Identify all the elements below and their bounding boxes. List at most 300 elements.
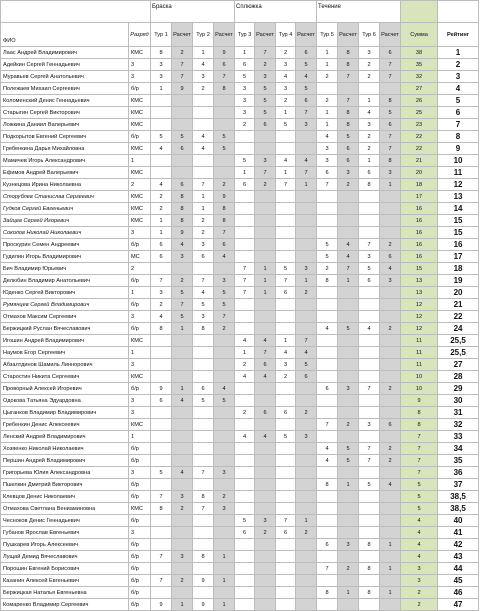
cell-reiting: 19 [438,275,479,287]
cell-tur4: 7 [276,515,296,527]
cell-tur2 [193,515,214,527]
cell-raschet2 [214,359,235,371]
cell-raschet2: 7 [214,71,235,83]
cell-fio: Делюбин Владимир Анатольевич [1,275,129,287]
table-row [1,395,479,407]
cell-fio: Ефимов Андрей Валерьевич [1,167,129,179]
cell-raschet3: 7 [255,167,276,179]
cell-tur4 [276,467,296,479]
cell-raschet1 [172,419,193,431]
cell-tur3 [235,203,255,215]
cell-raschet5 [338,335,359,347]
cell-raschet5 [338,311,359,323]
cell-reiting: 30 [438,395,479,407]
cell-tur1: 9 [151,383,172,395]
cell-reiting: 38,5 [438,503,479,515]
cell-raschet1 [172,479,193,491]
cell-raschet6 [380,191,401,203]
cell-fio: Пушкарев Игорь Алексеевич [1,539,129,551]
cell-fio: Григорьева Юлия Александровна [1,467,129,479]
cell-tur5 [317,347,338,359]
cell-raschet4 [296,503,317,515]
table-row [1,563,479,575]
cell-raschet3 [255,455,276,467]
cell-raschet1 [172,119,193,131]
cell-reiting: 37 [438,479,479,491]
cell-raschet5: 6 [338,143,359,155]
cell-summa: 20 [401,167,438,179]
cell-raschet6 [380,551,401,563]
table-row [1,287,479,299]
cell-raschet3: 2 [255,179,276,191]
cell-tur2: 1 [193,203,214,215]
cell-summa: 21 [401,155,438,167]
cell-fio: Наумов Егор Сергеевич [1,347,129,359]
cell-tur3 [235,419,255,431]
cell-tur6: 2 [359,131,380,143]
cell-tur6 [359,335,380,347]
cell-raschet2: 1 [214,599,235,611]
col-header-tur2: Тур 2 [193,23,214,47]
cell-raschet5: 7 [338,263,359,275]
cell-tur3: 4 [235,371,255,383]
cell-razryad: б/р [129,539,151,551]
cell-raschet5: 1 [338,275,359,287]
cell-raschet4 [296,215,317,227]
cell-razryad: КМС [129,215,151,227]
cell-raschet2 [214,155,235,167]
cell-raschet1: 8 [172,191,193,203]
cell-tur5 [317,599,338,611]
cell-raschet3: 1 [255,263,276,275]
cell-tur2: 8 [193,491,214,503]
table-row [1,191,479,203]
cell-raschet3 [255,299,276,311]
cell-reiting: 12 [438,179,479,191]
cell-fio: Соколов Николай Николаевич [1,227,129,239]
cell-tur3 [235,599,255,611]
cell-fio: Муравьев Сергей Анатольевич [1,71,129,83]
cell-tur3 [235,395,255,407]
cell-raschet3 [255,575,276,587]
cell-summa: 23 [401,119,438,131]
header-blank [129,1,151,23]
cell-tur3: 5 [235,71,255,83]
cell-raschet6 [380,575,401,587]
table-row [1,311,479,323]
cell-raschet4 [296,599,317,611]
cell-tur3: 3 [235,83,255,95]
cell-raschet1: 4 [172,395,193,407]
cell-tur1 [151,479,172,491]
cell-tur4 [276,599,296,611]
cell-raschet4 [296,491,317,503]
cell-raschet2 [214,107,235,119]
cell-raschet1: 3 [172,491,193,503]
cell-raschet2 [214,587,235,599]
cell-tur5: 7 [317,563,338,575]
cell-tur5: 2 [317,95,338,107]
cell-raschet3 [255,587,276,599]
cell-tur5 [317,407,338,419]
cell-raschet2 [214,95,235,107]
cell-tur5: 5 [317,239,338,251]
cell-tur2: 9 [193,575,214,587]
cell-tur2: 5 [193,299,214,311]
cell-raschet4 [296,455,317,467]
cell-tur4: 7 [276,275,296,287]
cell-tur6: 3 [359,251,380,263]
cell-tur4 [276,383,296,395]
cell-summa: 3 [401,575,438,587]
cell-raschet6 [380,83,401,95]
cell-reiting: 27 [438,359,479,371]
cell-summa: 4 [401,515,438,527]
cell-raschet6 [380,287,401,299]
cell-fio: Одокова Татьяна Эдуардовна [1,395,129,407]
cell-raschet4 [296,299,317,311]
cell-tur2: 6 [193,383,214,395]
cell-raschet4: 7 [296,107,317,119]
cell-tur3: 6 [235,527,255,539]
cell-raschet6 [380,227,401,239]
cell-tur5: 6 [317,383,338,395]
cell-tur1: 2 [151,191,172,203]
cell-tur1 [151,539,172,551]
cell-tur1 [151,455,172,467]
cell-reiting: 33 [438,431,479,443]
cell-reiting: 46 [438,587,479,599]
cell-tur4 [276,575,296,587]
cell-reiting: 3 [438,71,479,83]
cell-raschet4 [296,251,317,263]
cell-raschet6: 8 [380,95,401,107]
cell-razryad: КМС [129,107,151,119]
cell-summa: 4 [401,527,438,539]
table-row [1,371,479,383]
cell-tur3 [235,443,255,455]
cell-tur4: 7 [276,179,296,191]
cell-razryad: КМС [129,203,151,215]
cell-tur6 [359,287,380,299]
cell-summa: 16 [401,227,438,239]
cell-raschet2: 9 [214,191,235,203]
cell-tur4: 3 [276,59,296,71]
cell-summa: 11 [401,335,438,347]
cell-raschet3 [255,503,276,515]
header-blank [401,1,438,23]
cell-summa: 11 [401,347,438,359]
cell-summa: 16 [401,215,438,227]
cell-tur1: 7 [151,275,172,287]
cell-tur1: 8 [151,47,172,59]
cell-raschet4 [296,395,317,407]
cell-summa: 17 [401,191,438,203]
cell-raschet6: 6 [380,251,401,263]
cell-tur5: 8 [317,587,338,599]
cell-razryad: 2 [129,263,151,275]
table-row [1,215,479,227]
cell-raschet5 [338,191,359,203]
cell-tur4 [276,203,296,215]
cell-raschet3 [255,311,276,323]
cell-tur2 [193,371,214,383]
cell-tur2 [193,587,214,599]
cell-raschet2: 5 [214,143,235,155]
cell-raschet1: 3 [172,551,193,563]
table-row [1,479,479,491]
cell-raschet2: 8 [214,203,235,215]
cell-raschet5: 3 [338,383,359,395]
col-header-reiting: Рейтинг [438,23,479,47]
cell-raschet6: 4 [380,263,401,275]
cell-raschet5: 7 [338,95,359,107]
cell-tur3: 2 [235,119,255,131]
cell-tur3 [235,311,255,323]
cell-tur4: 2 [276,371,296,383]
cell-tur1: 7 [151,575,172,587]
cell-raschet4: 4 [296,71,317,83]
cell-raschet5 [338,203,359,215]
cell-raschet5: 8 [338,47,359,59]
cell-raschet1 [172,527,193,539]
cell-raschet3: 4 [255,431,276,443]
cell-tur4: 5 [276,431,296,443]
cell-tur1: 2 [151,203,172,215]
cell-reiting: 13 [438,191,479,203]
cell-fio: Першин Андрей Владимирович [1,455,129,467]
cell-raschet4 [296,563,317,575]
cell-tur3 [235,215,255,227]
cell-tur3 [235,503,255,515]
cell-summa: 16 [401,251,438,263]
col-header-razryad: Разряд [129,23,151,47]
cell-raschet1 [172,107,193,119]
cell-razryad: КМС [129,119,151,131]
cell-raschet6 [380,371,401,383]
cell-raschet6 [380,527,401,539]
col-header-summa: Сумма [401,23,438,47]
cell-tur6 [359,599,380,611]
cell-tur6: 4 [359,323,380,335]
cell-fio: Казанин Алексей Евгеньевич [1,575,129,587]
cell-raschet3 [255,323,276,335]
cell-summa: 5 [401,479,438,491]
cell-tur1: 3 [151,71,172,83]
cell-summa: 12 [401,299,438,311]
cell-raschet2 [214,419,235,431]
cell-reiting: 28 [438,371,479,383]
cell-reiting: 31 [438,407,479,419]
cell-raschet1: 1 [172,599,193,611]
cell-raschet5 [338,515,359,527]
cell-raschet2: 4 [214,383,235,395]
cell-tur5 [317,371,338,383]
cell-raschet3 [255,215,276,227]
cell-reiting: 6 [438,107,479,119]
cell-raschet5 [338,599,359,611]
header-blank [1,1,129,23]
cell-tur5: 6 [317,539,338,551]
cell-tur5: 7 [317,179,338,191]
cell-tur1: 6 [151,395,172,407]
cell-raschet2: 6 [214,59,235,71]
cell-tur5: 7 [317,419,338,431]
cell-tur4 [276,215,296,227]
table-row [1,179,479,191]
cell-tur1: 3 [151,59,172,71]
cell-fio: Проворный Алексей Игоревич [1,383,129,395]
cell-razryad: 1 [129,431,151,443]
cell-reiting: 25,5 [438,347,479,359]
cell-tur6 [359,359,380,371]
cell-reiting: 1 [438,47,479,59]
cell-tur2 [193,419,214,431]
cell-razryad: 1 [129,347,151,359]
cell-tur4: 3 [276,359,296,371]
cell-tur4: 3 [276,83,296,95]
cell-tur5 [317,299,338,311]
cell-reiting: 25,5 [438,335,479,347]
cell-raschet2: 4 [214,251,235,263]
cell-summa: 26 [401,95,438,107]
cell-tur5: 1 [317,59,338,71]
group-header-braska: Браска [151,1,235,23]
cell-tur2: 2 [193,215,214,227]
cell-raschet6: 2 [380,239,401,251]
cell-raschet1: 2 [172,575,193,587]
cell-tur2 [193,407,214,419]
cell-raschet1: 2 [172,503,193,515]
cell-raschet1 [172,515,193,527]
cell-reiting: 38,5 [438,491,479,503]
cell-tur4: 4 [276,71,296,83]
cell-fio: Отмахов Максим Сергеевич [1,311,129,323]
cell-tur6: 5 [359,479,380,491]
cell-raschet3 [255,383,276,395]
cell-raschet2 [214,527,235,539]
cell-raschet2 [214,167,235,179]
cell-raschet2: 7 [214,227,235,239]
cell-raschet3: 6 [255,119,276,131]
cell-tur6: 8 [359,179,380,191]
cell-raschet3: 7 [255,347,276,359]
cell-razryad: б/р [129,131,151,143]
cell-summa: 5 [401,503,438,515]
cell-tur2: 5 [193,395,214,407]
table-row [1,275,479,287]
cell-tur2: 7 [193,467,214,479]
cell-tur1 [151,443,172,455]
cell-raschet2 [214,515,235,527]
cell-razryad: 3 [129,227,151,239]
cell-raschet1 [172,455,193,467]
cell-razryad: б/р [129,491,151,503]
cell-raschet4: 5 [296,83,317,95]
cell-summa: 12 [401,311,438,323]
cell-tur4: 6 [276,527,296,539]
cell-raschet4: 6 [296,95,317,107]
table-row [1,47,479,59]
cell-raschet3 [255,419,276,431]
cell-raschet5: 3 [338,167,359,179]
cell-raschet2: 6 [214,239,235,251]
cell-summa: 11 [401,359,438,371]
cell-raschet6: 1 [380,563,401,575]
cell-razryad: б/р [129,575,151,587]
cell-razryad: КМС [129,143,151,155]
cell-fio: Зайцев Сергей Игоревич [1,215,129,227]
cell-summa: 35 [401,59,438,71]
cell-raschet3: 5 [255,107,276,119]
cell-tur2: 1 [193,191,214,203]
cell-tur1: 7 [151,491,172,503]
cell-reiting: 14 [438,203,479,215]
cell-raschet1 [172,347,193,359]
cell-reiting: 41 [438,527,479,539]
cell-fio: Гудков Сергей Евгеньевич [1,203,129,215]
cell-tur1: 4 [151,179,172,191]
cell-tur3 [235,575,255,587]
cell-tur4 [276,311,296,323]
table-row [1,203,479,215]
cell-fio: Чесноков Денис Геннадьевич [1,515,129,527]
cell-tur1 [151,167,172,179]
cell-fio: Игошин Андрей Владимирович [1,335,129,347]
cell-tur4 [276,443,296,455]
cell-tur2: 3 [193,311,214,323]
cell-tur1: 1 [151,215,172,227]
cell-tur6 [359,551,380,563]
table-row [1,431,479,443]
cell-raschet4 [296,443,317,455]
cell-fio: Сторублев Станислав Сергеевич [1,191,129,203]
table-row [1,95,479,107]
cell-tur1: 4 [151,311,172,323]
cell-fio: Гребенкина Дарья Михайловна [1,143,129,155]
cell-tur5: 5 [317,251,338,263]
cell-tur4 [276,251,296,263]
cell-tur5 [317,359,338,371]
cell-raschet5: 2 [338,563,359,575]
cell-fio: Проскурин Семен Андреевич [1,239,129,251]
cell-tur6 [359,395,380,407]
cell-tur5 [317,575,338,587]
cell-tur5: 8 [317,275,338,287]
cell-tur1 [151,563,172,575]
cell-tur6: 7 [359,239,380,251]
cell-tur2 [193,527,214,539]
cell-tur4 [276,131,296,143]
cell-reiting: 32 [438,419,479,431]
cell-tur1: 1 [151,227,172,239]
cell-raschet2 [214,539,235,551]
cell-raschet6: 6 [380,47,401,59]
cell-raschet3: 7 [255,47,276,59]
cell-tur3: 3 [235,107,255,119]
cell-tur4: 2 [276,47,296,59]
cell-tur4 [276,587,296,599]
cell-raschet1: 4 [172,467,193,479]
cell-raschet4: 2 [296,407,317,419]
cell-tur1 [151,95,172,107]
table-row [1,143,479,155]
cell-tur6 [359,467,380,479]
cell-tur2: 2 [193,83,214,95]
cell-tur4 [276,479,296,491]
cell-fio: Кузнецова Ирина Николаевна [1,179,129,191]
cell-tur1: 1 [151,83,172,95]
